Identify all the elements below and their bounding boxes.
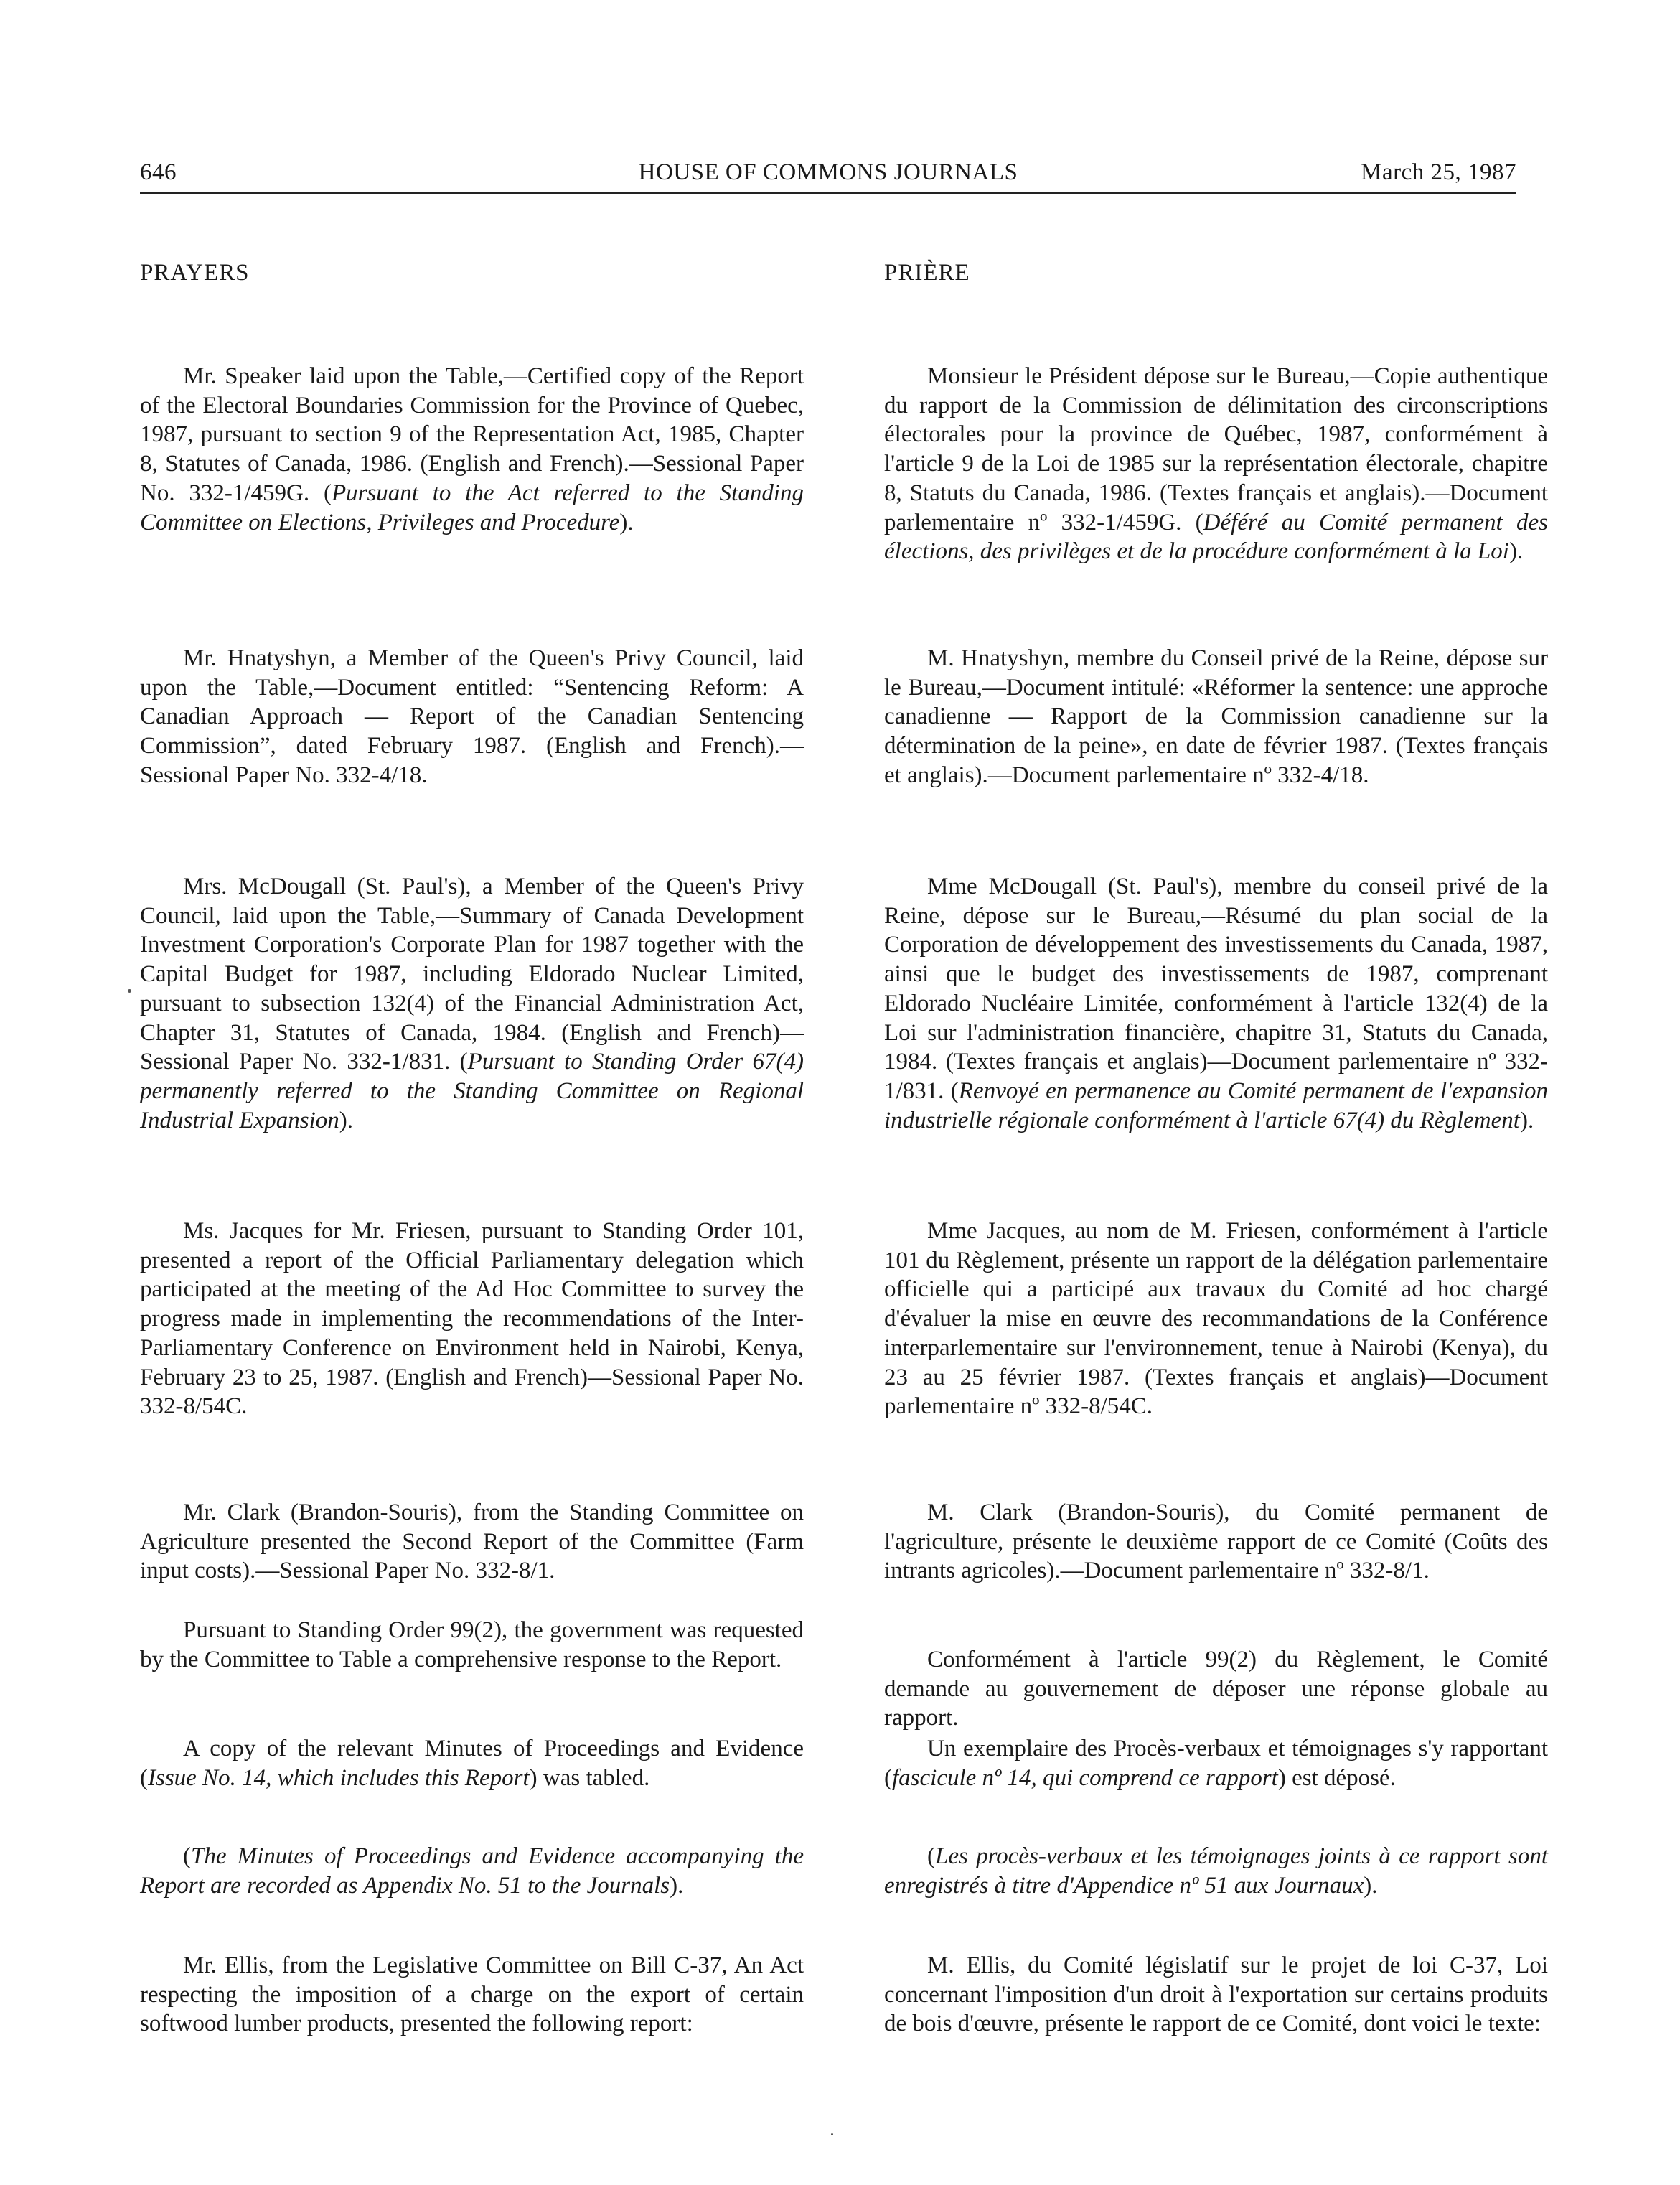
paragraph-en-9: Mr. Ellis, from the Legislative Committee on Bill C-37, An Act respecting the imposition of a charge on the export of certain softwood lumber products, presented the following report: xyxy=(140,1952,804,2037)
paragraph-fr-9: M. Ellis, du Comité législatif sur le projet de loi C-37, Loi concernant l'imposition d'un droit à l'exportation sur certains produits de bois d'œuvre, présente le rapport de ce Comité, dont voici le texte: xyxy=(884,1952,1548,2037)
paragraph-fr-8: (Les procès-verbaux et les témoignages joints à ce rapport sont enregistrés à titre d'Appendice nº 51 aux Journaux). xyxy=(884,1843,1548,1899)
paragraph-en-4: Ms. Jacques for Mr. Friesen, pursuant to Standing Order 101, presented a report of the Official Parliamentary delegation which participated at the meeting of the Ad Hoc Committee to survey the progress made in implementing the recommendations of the Inter-Parliamentary Conference on Environment held in Nairobi, Kenya, February 23 to 25, 1987. (English and French)—Sessional Paper No. 332-8/54C. xyxy=(140,1218,804,1420)
paragraph-en-1: Mr. Speaker laid upon the Table,—Certified copy of the Report of the Electoral Boundaries Commission for the Province of Quebec, 1987, pursuant to section 9 of the Representation Act, 1985, Chapter 8, Statutes of Canada, 1986. (English and French).—Sessional Paper No. 332-1/459G. (Pursuant to the Act referred to the Standing Committee on Elections, Privileges and Procedure). xyxy=(140,363,804,535)
page-number: 646 xyxy=(140,159,177,185)
paragraph-en-5: Mr. Clark (Brandon-Souris), from the Standing Committee on Agriculture presented the Second Report of the Committee (Farm input costs).—Sessional Paper No. 332-8/1. xyxy=(140,1499,804,1584)
scan-speck xyxy=(831,2133,833,2135)
paragraph-fr-3: Mme McDougall (St. Paul's), membre du conseil privé de la Reine, dépose sur le Bureau,—Résumé du plan social de la Corporation de développement des investissements du Canada, 1987, ainsi que le budget des investissements de 1987, comprenant Eldorado Nucléaire Limitée, conformément à l'article 132(4) de la Loi sur l'administration financière, chapitre 31, Statuts du Canada, 1984. (Textes français et anglais)—Document parlementaire nº 332-1/831. (Renvoyé en permanence au Comité permanent de l'expansion industrielle régionale conformément à l'article 67(4) du Règlement). xyxy=(884,874,1548,1133)
paragraph-en-8: (The Minutes of Proceedings and Evidence accompanying the Report are recorded as Appendix No. 51 to the Journals). xyxy=(140,1843,804,1899)
paragraph-fr-6: Conformément à l'article 99(2) du Règlement, le Comité demande au gouvernement de déposer une réponse globale au rapport. xyxy=(884,1647,1548,1731)
paragraph-en-6: Pursuant to Standing Order 99(2), the government was requested by the Committee to Table a comprehensive response to the Report. xyxy=(140,1617,804,1672)
journal-title: HOUSE OF COMMONS JOURNALS xyxy=(638,159,1018,185)
section-heading-english: PRAYERS xyxy=(140,260,250,286)
paragraph-en-7: A copy of the relevant Minutes of Proceedings and Evidence (Issue No. 14, which includes this Report) was tabled. xyxy=(140,1736,804,1791)
paragraph-en-2: Mr. Hnatyshyn, a Member of the Queen's Privy Council, laid upon the Table,—Document entitled: “Sentencing Reform: A Canadian Approach — Report of the Canadian Sentencing Commission”, dated February 1987. (English and French).—Sessional Paper No. 332-4/18. xyxy=(140,645,804,788)
paragraph-fr-1: Monsieur le Président dépose sur le Bureau,—Copie authentique du rapport de la Commission de délimitation des circonscriptions électorales pour la province de Québec, 1987, conformément à l'article 9 de la Loi de 1985 sur la représentation électorale, chapitre 8, Statuts du Canada, 1986. (Textes français et anglais).—Document parlementaire nº 332-1/459G. (Déféré au Comité permanent des élections, des privilèges et de la procédure conformément à la Loi). xyxy=(884,363,1548,565)
paragraph-fr-7: Un exemplaire des Procès-verbaux et témoignages s'y rapportant (fascicule nº 14, qui comprend ce rapport) est déposé. xyxy=(884,1736,1548,1791)
page-date: March 25, 1987 xyxy=(1361,159,1516,185)
paragraph-fr-4: Mme Jacques, au nom de M. Friesen, conformément à l'article 101 du Règlement, présente un rapport de la délégation parlementaire officielle qui a participé aux travaux du Comité ad hoc chargé d'évaluer la mise en œuvre des recommandations de la Conférence interparlementaire sur l'environnement, tenue à Nairobi (Kenya), du 23 au 25 février 1987. (Textes français et anglais)—Document parlementaire nº 332-8/54C. xyxy=(884,1218,1548,1420)
section-heading-french: PRIÈRE xyxy=(884,260,970,286)
scan-speck xyxy=(128,989,131,993)
page-header xyxy=(140,159,1516,194)
paragraph-fr-2: M. Hnatyshyn, membre du Conseil privé de la Reine, dépose sur le Bureau,—Document intitulé: «Réformer la sentence: une approche canadienne — Rapport de la Commission canadienne sur la détermination de la peine», en date de février 1987. (Textes français et anglais).—Document parlementaire nº 332-4/18. xyxy=(884,645,1548,788)
paragraph-fr-5: M. Clark (Brandon-Souris), du Comité permanent de l'agriculture, présente le deuxième rapport de ce Comité (Coûts des intrants agricoles).—Document parlementaire nº 332-8/1. xyxy=(884,1499,1548,1584)
paragraph-en-3: Mrs. McDougall (St. Paul's), a Member of the Queen's Privy Council, laid upon the Table,—Summary of Canada Development Investment Corporation's Corporate Plan for 1987 together with the Capital Budget for 1987, including Eldorado Nuclear Limited, pursuant to subsection 132(4) of the Financial Administration Act, Chapter 31, Statutes of Canada, 1984. (English and French)—Sessional Paper No. 332-1/831. (Pursuant to Standing Order 67(4) permanently referred to the Standing Committee on Regional Industrial Expansion). xyxy=(140,874,804,1133)
